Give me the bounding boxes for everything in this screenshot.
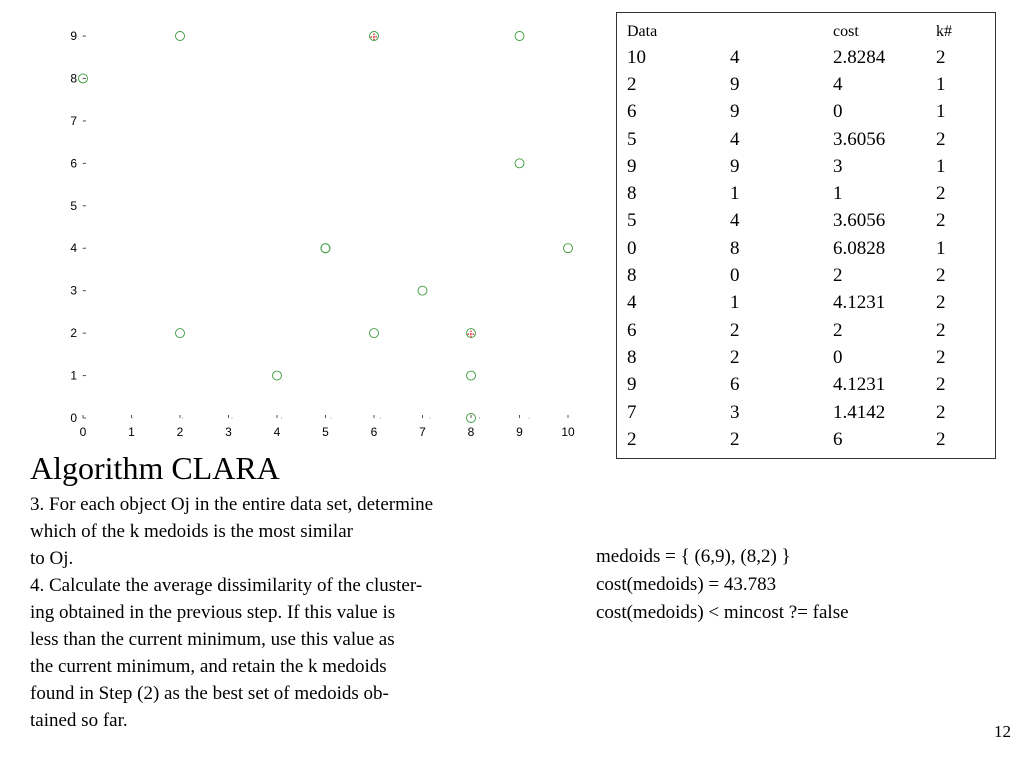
table-cell: 2: [627, 428, 637, 450]
x-tick-label: 4: [273, 425, 281, 439]
table-cell: 4: [833, 73, 843, 95]
y-tick-label: 6: [70, 156, 77, 171]
table-cell: 1: [833, 183, 843, 205]
x-tick-label: 5: [322, 425, 329, 439]
data-point: [515, 32, 524, 41]
y-tick-label: 8: [70, 71, 77, 86]
data-point: [370, 329, 379, 338]
table-cell: 9: [730, 101, 740, 123]
table-cell: 3: [833, 155, 843, 177]
table-cell: 8: [627, 183, 637, 205]
table-row: [627, 71, 985, 98]
body-line: the current minimum, and retain the k medoids: [30, 656, 387, 677]
data-point: [176, 32, 185, 41]
body-line: found in Step (2) as the best set of medoids ob-: [30, 683, 389, 704]
table-cell: 0: [833, 101, 843, 123]
table-row: [627, 208, 985, 235]
table-cell: 2: [936, 265, 946, 287]
table-cell: 6: [627, 101, 637, 123]
table-cell: 10: [627, 46, 646, 68]
table-cell: 4: [730, 46, 740, 68]
table-row: [627, 399, 985, 426]
y-tick-label: 0: [70, 411, 77, 425]
table-cell: 9: [730, 155, 740, 177]
x-tick-label: 3: [225, 425, 232, 439]
slide-title: Algorithm CLARA: [30, 450, 280, 486]
y-tick-label: 2: [70, 326, 77, 341]
y-tick-label: 5: [70, 198, 77, 213]
table-cell: 1: [730, 292, 740, 314]
table-cell: 0: [627, 237, 637, 259]
table-cell: 9: [627, 155, 637, 177]
body-line: 3. For each object Oj in the entire data set, determine: [30, 494, 434, 515]
table-cell: 2: [936, 292, 946, 314]
algorithm-steps: [30, 491, 530, 734]
result-medoids: medoids = { (6,9), (8,2) }: [596, 546, 791, 567]
table-cell: 2.8284: [833, 46, 886, 68]
body-line: 4. Calculate the average dissimilarity of the cluster-: [30, 575, 423, 596]
table-cell: 5: [627, 128, 637, 150]
table-row: [627, 44, 985, 71]
header-data: Data: [627, 22, 658, 40]
table-cell: 9: [730, 73, 740, 95]
header-k: k#: [936, 22, 952, 40]
table-row: [627, 235, 985, 262]
table-cell: 1.4142: [833, 401, 886, 423]
x-tick-label: 1: [128, 425, 135, 439]
data-point: [467, 371, 476, 380]
data-point: [515, 159, 524, 168]
body-line: ing obtained in the previous step. If this value is: [30, 602, 396, 623]
table-cell: 2: [936, 183, 946, 205]
table-cell: 7: [627, 401, 637, 423]
table-cell: 2: [936, 128, 946, 150]
table-row: [627, 372, 985, 399]
data-point: [273, 371, 282, 380]
table-header-row: [627, 19, 985, 44]
table-cell: 2: [936, 428, 946, 450]
table-cell: 3: [730, 401, 740, 423]
table-cell: 4: [627, 292, 637, 314]
table-cell: 2: [627, 73, 637, 95]
data-point: [564, 244, 573, 253]
table-cell: 2: [833, 319, 843, 341]
table-row: [627, 426, 985, 453]
x-tick-label: 9: [516, 425, 523, 439]
table-row: [627, 262, 985, 289]
chart-ticks: [70, 29, 575, 439]
y-tick-label: 3: [70, 283, 77, 298]
table-row: [627, 153, 985, 180]
table-cell: 8: [627, 265, 637, 287]
body-line: to Oj.: [30, 548, 74, 569]
table-cell: 1: [936, 101, 946, 123]
table-cell: 2: [936, 374, 946, 396]
table-cell: 0: [833, 346, 843, 368]
y-tick-label: 9: [70, 29, 77, 43]
table-cell: 2: [730, 346, 740, 368]
table-cell: 8: [730, 237, 740, 259]
table-cell: 2: [936, 401, 946, 423]
x-tick-label: 2: [176, 425, 184, 439]
scatter-chart: [55, 20, 585, 445]
result-comparison: cost(medoids) < mincost ?= false: [596, 602, 849, 623]
data-table-panel: [616, 12, 996, 459]
table-row: [627, 180, 985, 207]
table-cell: 1: [936, 155, 946, 177]
body-line: less than the current minimum, use this value as: [30, 629, 395, 650]
body-line: which of the k medoids is the most similar: [30, 521, 353, 542]
table-cell: 0: [730, 265, 740, 287]
result-block: [596, 543, 849, 627]
x-tick-label: 7: [419, 425, 426, 439]
y-tick-label: 7: [70, 113, 77, 128]
table-body: [627, 44, 985, 453]
table-cell: 3.6056: [833, 128, 886, 150]
table-cell: 4.1231: [833, 374, 886, 396]
table-cell: 5: [627, 210, 637, 232]
table-cell: 8: [627, 346, 637, 368]
data-point: [418, 286, 427, 295]
table-cell: 2: [936, 46, 946, 68]
header-cost: cost: [833, 22, 859, 40]
table-cell: 6: [833, 428, 843, 450]
table-cell: 6: [730, 374, 740, 396]
table-cell: 2: [833, 265, 843, 287]
table-cell: 3.6056: [833, 210, 886, 232]
table-cell: 1: [936, 237, 946, 259]
chart-axes: [83, 36, 568, 418]
table-cell: 2: [730, 428, 740, 450]
table-cell: 4: [730, 210, 740, 232]
table-cell: 6.0828: [833, 237, 886, 259]
table-row: [627, 317, 985, 344]
x-tick-label: 0: [79, 425, 87, 439]
data-table: [627, 19, 985, 453]
x-tick-label: 6: [370, 425, 378, 439]
chart-marks: [79, 32, 573, 423]
table-cell: 2: [936, 346, 946, 368]
y-tick-label: 4: [70, 241, 77, 256]
table-cell: 2: [936, 210, 946, 232]
table-row: [627, 290, 985, 317]
x-tick-label: 8: [467, 425, 475, 439]
header-blank: [730, 19, 833, 44]
table-cell: 4.1231: [833, 292, 886, 314]
table-cell: 9: [627, 374, 637, 396]
body-line: tained so far.: [30, 710, 128, 731]
data-point: [321, 244, 330, 253]
table-cell: 1: [730, 183, 740, 205]
table-row: [627, 99, 985, 126]
table-row: [627, 126, 985, 153]
data-point: [176, 329, 185, 338]
result-cost: cost(medoids) = 43.783: [596, 574, 777, 595]
y-tick-label: 1: [70, 368, 77, 383]
table-row: [627, 344, 985, 371]
page-number: 12: [994, 722, 1011, 741]
table-cell: 4: [730, 128, 740, 150]
table-cell: 6: [627, 319, 637, 341]
table-cell: 2: [730, 319, 740, 341]
table-cell: 2: [936, 319, 946, 341]
table-cell: 1: [936, 73, 946, 95]
x-tick-label: 10: [561, 425, 575, 439]
